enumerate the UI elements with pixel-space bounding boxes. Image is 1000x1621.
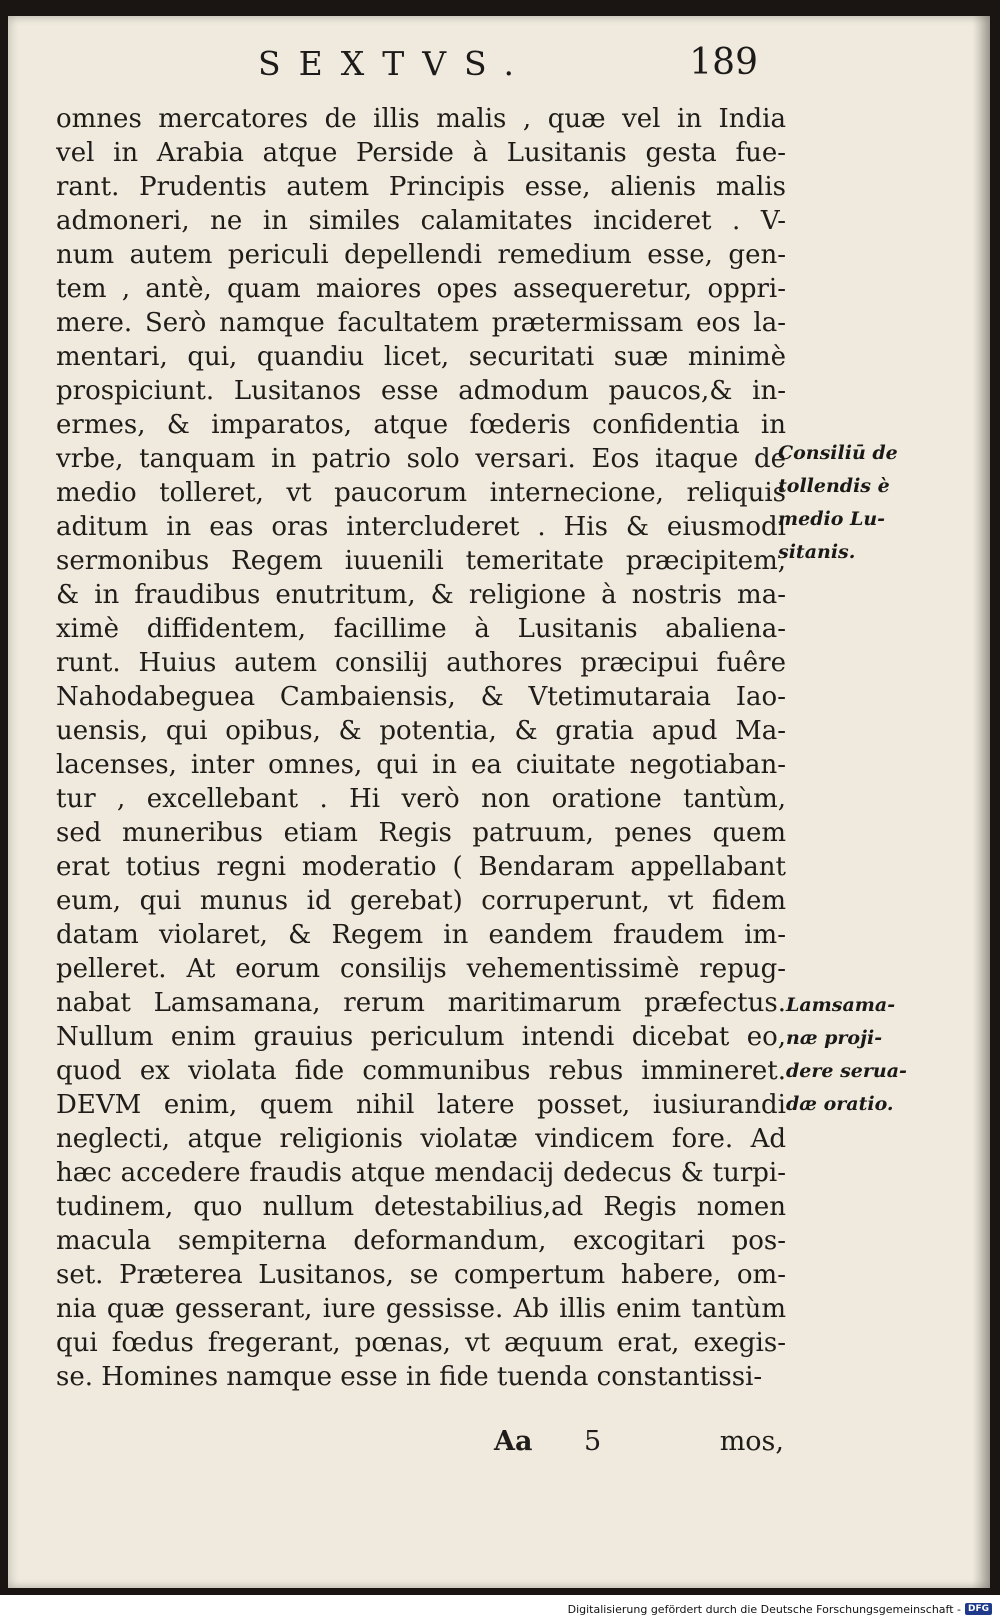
text-line: tur , excellebant . Hi verò non oratione tantùm, [56,784,786,814]
text-line: sed muneribus etiam Regis patruum, penes quem [56,818,786,848]
running-head [258,42,758,92]
body-text [56,102,786,1394]
catchword-line [484,1426,784,1462]
marginal-note-line: næ proji- [786,1027,883,1049]
catchword: mos, [719,1426,784,1457]
text-line: set. Præterea Lusitanos, se compertum habere, om- [56,1260,786,1290]
text-line: runt. Huius autem consilij authores præcipui fuêre [56,648,786,678]
text-line: neglecti, atque religionis violatæ vindicem fore. Ad [56,1124,786,1154]
marginal-note-line: dere serua- [786,1060,907,1082]
text-line: mentari, qui, quandiu licet, securitati suæ minimè [56,342,786,372]
marginal-note-line: tollendis è [778,475,890,497]
marginal-note-1 [778,437,928,569]
text-line: hæc accedere fraudis atque mendacij dedecus & turpi- [56,1158,786,1188]
marginal-note-line: sitanis. [778,541,856,563]
text-line: Nahodabeguea Cambaiensis, & Vtetimutaraia Iao- [56,682,786,712]
text-line: datam violaret, & Regem in eandem fraudem im- [56,920,786,950]
footer-credit: Digitalisierung gefördert durch die Deutsche Forschungsgemeinschaft - [567,1602,961,1616]
text-line: tem , antè, quam maiores opes assequeretur, oppri- [56,274,786,304]
page-number: 189 [689,42,758,83]
dfg-logo-icon: DFG [965,1603,992,1615]
marginal-note-2 [786,989,936,1121]
marginal-note-line: Lamsama- [786,994,896,1016]
text-line: eum, qui munus id gerebat) corruperunt, vt fidem [56,886,786,916]
text-line: & in fraudibus enutritum, & religione à nostris ma- [56,580,786,610]
text-line: nabat Lamsamana, rerum maritimarum præfectus. [56,988,786,1018]
text-line: se. Homines namque esse in fide tuenda constantissi- [56,1362,763,1392]
text-line: Nullum enim grauius periculum intendi dicebat eo, [56,1022,786,1052]
text-line: medio tolleret, vt paucorum internecione, reliquis [56,478,786,508]
text-line: qui fœdus fregerant, pœnas, vt æquum erat, exegis- [56,1328,786,1358]
text-line: prospiciunt. Lusitanos esse admodum paucos,& in- [56,376,786,406]
text-line: num autem periculi depellendi remedium esse, gen- [56,240,786,270]
running-title: SEXTVS. [258,44,532,83]
text-line: vrbe, tanquam in patrio solo versari. Eos itaque de [56,444,786,474]
marginal-note-line: dæ oratio. [786,1093,894,1115]
text-line: sermonibus Regem iuuenili temeritate præcipitem, [56,546,786,576]
text-line: tudinem, quo nullum detestabilius,ad Regis nomen [56,1192,786,1222]
text-line: pelleret. At eorum consilijs vehementissimè repug- [56,954,786,984]
text-line: mere. Serò namque facultatem prætermissam eos la- [56,308,786,338]
text-line: rant. Prudentis autem Principis esse, alienis malis [56,172,786,202]
marginal-note-line: Consiliū de [778,442,898,464]
text-line: vel in Arabia atque Perside à Lusitanis gesta fue- [56,138,786,168]
text-line: ermes, & imparatos, atque fœderis confidentia in [56,410,786,440]
marginal-note-line: medio Lu- [778,508,886,530]
text-line: aditum in eas oras intercluderet . His & eiusmodi [56,512,786,542]
text-line: nia quæ gesserant, iure gessisse. Ab illis enim tantùm [56,1294,786,1324]
digitization-footer [568,1600,992,1618]
text-line: lacenses, inter omnes, qui in ea ciuitate negotiaban- [56,750,786,780]
text-line: macula sempiterna deformandum, excogitari pos- [56,1226,786,1256]
text-line: admoneri, ne in similes calamitates incideret . V- [56,206,786,236]
page-edge-shadow [972,16,990,1588]
text-line: ximè diffidentem, facillime à Lusitanis abaliena- [56,614,786,644]
text-line: uensis, qui opibus, & potentia, & gratia apud Ma- [56,716,786,746]
text-line: erat totius regni moderatio ( Bendaram appellabant [56,852,786,882]
signature-number: 5 [584,1426,602,1457]
signature-mark: Aa [494,1426,533,1457]
text-line: omnes mercatores de illis malis , quæ vel in India [56,104,786,134]
text-line: quod ex violata fide communibus rebus immineret. [56,1056,786,1086]
text-line: DEVM enim, quem nihil latere posset, iusiurandi [56,1090,786,1120]
